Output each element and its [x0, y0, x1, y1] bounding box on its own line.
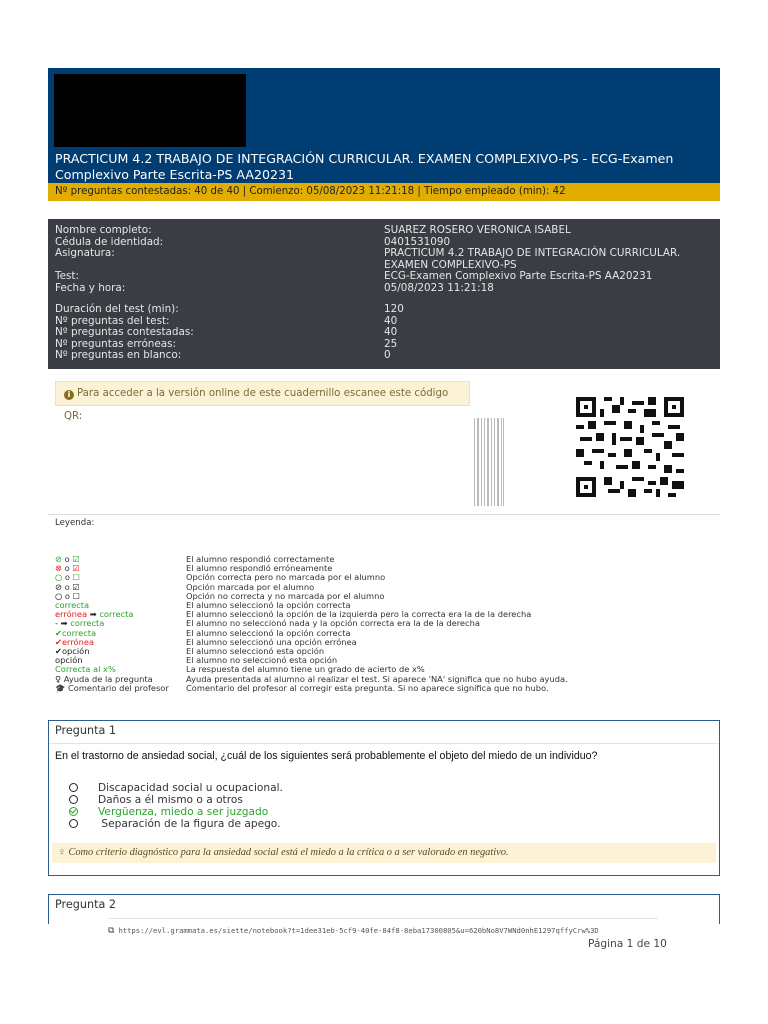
- legend-description: Comentario del profesor al corregir esta pregunta. Si no aparece significa que no hubo.: [186, 682, 549, 693]
- lightbulb-icon: ♀: [58, 847, 66, 858]
- radio-unselected-icon: [69, 819, 78, 828]
- answer-option: Separación de la figura de apego.: [69, 818, 280, 830]
- checkmark-icon: ✔: [55, 627, 62, 638]
- checkbox-empty-icon: ☐: [72, 590, 81, 601]
- info-label: Nº preguntas en blanco:: [55, 349, 182, 362]
- info-label: Test:: [55, 270, 79, 283]
- legend-row: [55, 647, 715, 656]
- legend-symbol: ⊘ o ☑: [55, 581, 80, 592]
- legend-symbol: ♀ Ayuda de la pregunta: [55, 673, 153, 684]
- info-label: Cédula de identidad:: [55, 235, 164, 248]
- info-value: 25: [384, 337, 398, 350]
- legend-symbol: correcta: [55, 600, 90, 610]
- legend-description: El alumno respondió correctamente: [186, 554, 335, 564]
- info-value: 0: [384, 349, 391, 362]
- info-label: Nº preguntas contestadas:: [55, 326, 194, 339]
- graduation-cap-icon: 🎓: [55, 682, 66, 693]
- check-circle-icon: ⊘: [55, 554, 62, 564]
- info-icon: i: [64, 390, 74, 400]
- check-circle-icon: [69, 807, 78, 816]
- info-value: 40: [384, 326, 398, 339]
- circle-icon: ○: [55, 572, 63, 583]
- test-header: [48, 68, 720, 201]
- radio-unselected-icon: [69, 783, 78, 792]
- question-heading: Pregunta 2: [55, 898, 116, 911]
- status-bar: Nº preguntas contestadas: 40 de 40 | Comienzo: 05/08/2023 11:21:18 | Tiempo empleado (min): 42: [48, 183, 720, 201]
- info-label: Fecha y hora:: [55, 282, 126, 294]
- legend-row: [55, 555, 715, 564]
- info-value: 120: [384, 303, 404, 315]
- external-link-icon: ⧉: [108, 926, 115, 936]
- legend-description: El alumno seleccionó la opción correcta: [186, 627, 351, 638]
- checkmark-icon: ✔: [55, 636, 62, 647]
- legend-description: Ayuda presentada al alumno al realizar el test. Si aparece 'NA' significa que no hubo ayuda.: [186, 673, 568, 684]
- cross-circle-icon: ⊗: [55, 563, 62, 574]
- question-help: ♀ Como criterio diagnóstico para la ansiedad social está el miedo a la crítica o a ser valorado en negativo.: [52, 843, 716, 863]
- legend-description: El alumno seleccionó la opción correcta: [186, 600, 351, 610]
- question-card: [48, 720, 720, 876]
- answer-option: Daños a él mismo o a otros: [69, 794, 243, 806]
- question-text: En el trastorno de ansiedad social, ¿cuál de los siguientes será probablemente el objeto del miedo de un individuo?: [55, 750, 598, 762]
- legend-symbol: - ➡ correcta: [55, 618, 105, 629]
- info-label: Nº preguntas del test:: [55, 314, 170, 327]
- legend-row: [55, 629, 715, 638]
- checkbox-wrong-icon: ☑: [72, 563, 80, 574]
- redacted-logo: [54, 74, 246, 147]
- qr-notice: [55, 381, 470, 422]
- barcode-image: [472, 418, 560, 506]
- legend-row: [55, 638, 715, 647]
- legend-title: Leyenda:: [55, 518, 95, 528]
- legend-description: El alumno respondió erróneamente: [186, 563, 333, 574]
- divider: [48, 514, 720, 515]
- legend-symbol: 🎓 Comentario del profesor: [55, 682, 169, 693]
- legend-row: [55, 592, 715, 601]
- question-card: [48, 894, 720, 924]
- legend-symbol: Correcta al x%: [55, 664, 116, 675]
- info-value: 05/08/2023 11:21:18: [384, 282, 494, 294]
- legend-symbol: ✔errónea: [55, 636, 95, 647]
- checkbox-checked-icon: ☑: [72, 554, 80, 564]
- circle-icon: ○: [55, 590, 63, 601]
- legend-row: [55, 619, 715, 628]
- info-value: 40: [384, 314, 398, 327]
- info-value: ECG-Examen Complexivo Parte Escrita-PS AA20231: [384, 270, 653, 283]
- legend-description: El alumno seleccionó la opción de la izquierda pero la correcta era la de la derecha: [186, 609, 532, 620]
- legend-row: [55, 573, 715, 582]
- legend-symbol: errónea ➡ correcta: [55, 609, 134, 620]
- divider: [108, 918, 658, 919]
- qr-notice-text: Para acceder a la versión online de este cuadernillo escanee este código QR:: [64, 388, 449, 422]
- checkmark-icon: ✔: [55, 646, 62, 656]
- legend-symbol: ⊗ o ☑: [55, 563, 80, 574]
- marked-circle-icon: ⊘: [55, 581, 62, 592]
- legend-description: Opción marcada por el alumno: [186, 581, 315, 592]
- legend-description: El alumno no seleccionó esta opción: [186, 655, 338, 666]
- footer-url[interactable]: ⧉ https://evl.grammata.es/siette/notebook?t=1dee31eb-5cf9-40fe-84f8-8eba17300805&u=620bNo8V7WNd0nhE1297qffyCrw%3D: [108, 926, 599, 936]
- legend-description: Opción correcta pero no marcada por el alumno: [186, 572, 386, 583]
- page-number: Página 1 de 10: [588, 938, 667, 950]
- legend-symbol: opción: [55, 655, 83, 666]
- divider: [49, 743, 719, 744]
- checkbox-empty-icon: ☐: [72, 572, 81, 583]
- checkbox-checked-icon: ☑: [72, 581, 80, 592]
- info-value: PRACTICUM 4.2 TRABAJO DE INTEGRACIÓN CURRICULAR.: [384, 247, 681, 260]
- legend-row: [55, 564, 715, 573]
- test-title: PRACTICUM 4.2 TRABAJO DE INTEGRACIÓN CURRICULAR. EXAMEN COMPLEXIVO-PS - ECG-Examen Complexivo Parte Escrita-PS AA20231: [55, 151, 674, 182]
- legend-description: El alumno seleccionó una opción errónea: [186, 636, 357, 647]
- radio-unselected-icon: [69, 795, 78, 804]
- legend-symbol: ⊘ o ☑: [55, 554, 80, 564]
- info-value: SUAREZ ROSERO VERONICA ISABEL: [384, 224, 571, 236]
- info-label: Duración del test (min):: [55, 303, 179, 315]
- legend-symbol: ✔correcta: [55, 627, 97, 638]
- legend-description: El alumno seleccionó esta opción: [186, 646, 325, 656]
- legend-row: [55, 684, 715, 693]
- legend-symbol: ○ o ☐: [55, 590, 81, 601]
- question-heading: Pregunta 1: [55, 724, 116, 737]
- info-value: 0401531090: [384, 235, 451, 248]
- answer-option-correct: Vergüenza, miedo a ser juzgado: [69, 806, 268, 818]
- student-info-panel: [48, 219, 720, 369]
- legend-symbol: ✔opción: [55, 646, 90, 656]
- info-label: Nombre completo:: [55, 224, 152, 236]
- legend-symbol: ○ o ☐: [55, 572, 81, 583]
- legend-description: El alumno no seleccionó nada y la opción correcta era la de la derecha: [186, 618, 480, 629]
- answer-option: Discapacidad social u ocupacional.: [69, 782, 283, 794]
- legend-description: La respuesta del alumno tiene un grado de acierto de x%: [186, 664, 425, 675]
- info-label: Asignatura:: [55, 247, 115, 260]
- lightbulb-icon: ♀: [55, 673, 62, 684]
- info-label: Nº preguntas erróneas:: [55, 337, 177, 350]
- qr-code-image: [576, 397, 684, 497]
- legend-description: Opción no correcta y no marcada por el alumno: [186, 590, 385, 601]
- info-value: EXAMEN COMPLEXIVO-PS: [384, 258, 517, 271]
- legend-row: [55, 583, 715, 592]
